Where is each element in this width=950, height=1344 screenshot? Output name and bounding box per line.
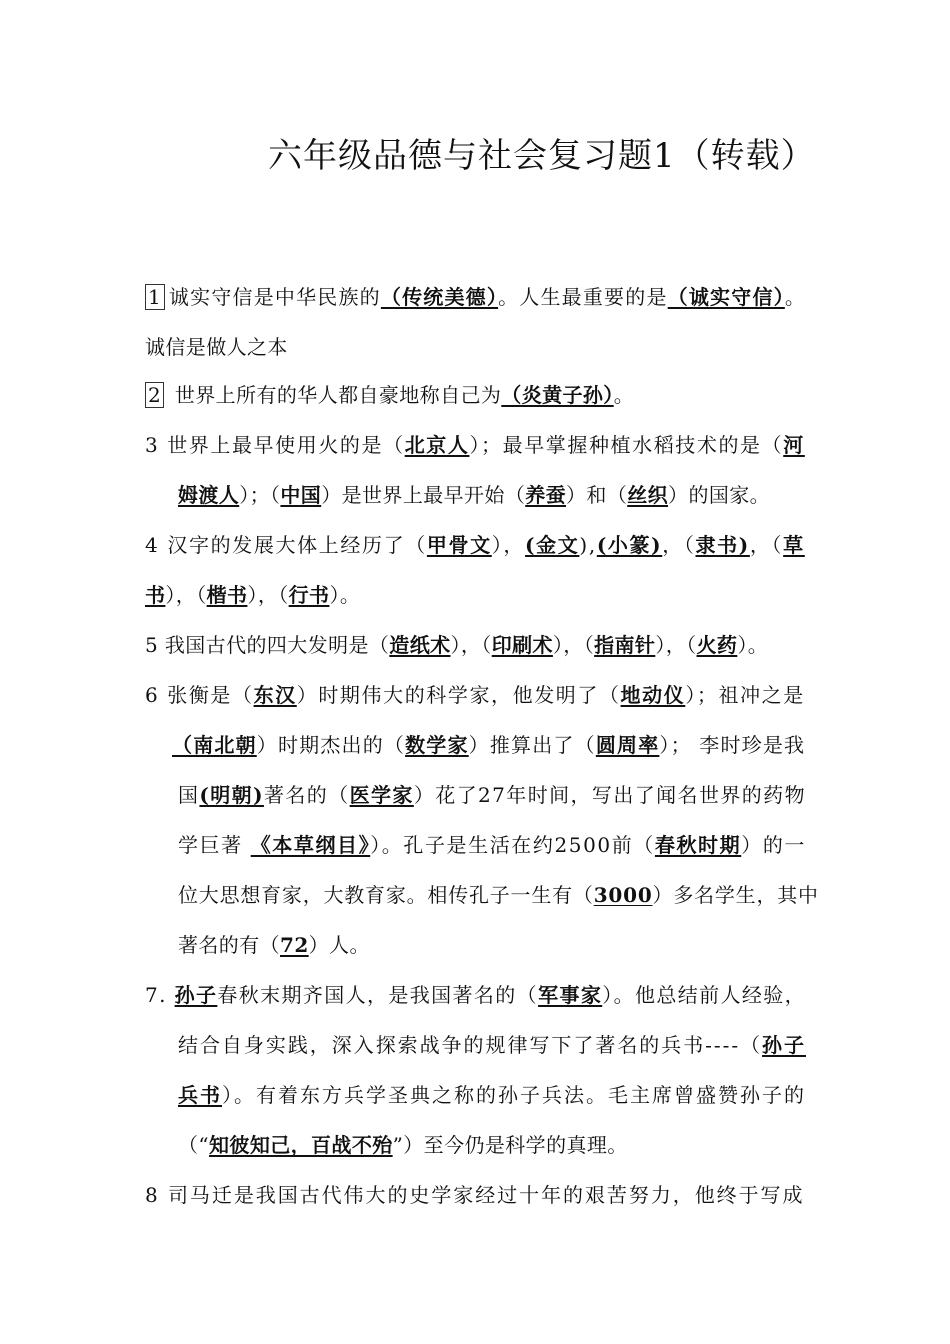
- text-line: [145, 333, 288, 361]
- answer-blank: 草: [783, 533, 805, 557]
- answer-blank: 3000: [593, 883, 653, 907]
- text-line: [145, 283, 806, 311]
- text-line: [178, 881, 819, 909]
- text-line: [145, 631, 768, 659]
- answer-blank: (小篆): [596, 533, 663, 557]
- text-segment: 学巨著: [178, 833, 251, 857]
- answer-blank: 造纸术: [389, 633, 451, 657]
- answer-blank: 军事家: [538, 983, 603, 1007]
- text-segment: ）的一: [741, 833, 806, 857]
- text-line: [178, 481, 770, 509]
- text-segment: ），（: [655, 633, 697, 657]
- answer-blank: 书: [145, 583, 166, 607]
- answer-blank: 知彼知己，百战不殆: [209, 1133, 393, 1157]
- answer-blank: （炎黄子孙）: [501, 383, 614, 407]
- answer-blank: 养蚕: [525, 483, 567, 507]
- answer-blank: 指南针: [594, 633, 656, 657]
- answer-blank: (金文: [525, 533, 580, 557]
- question-number: 1: [145, 284, 165, 310]
- text-segment: ），: [491, 533, 526, 557]
- answer-blank: 孙子: [762, 1033, 806, 1057]
- text-segment: 诚实守信是中华民族的: [168, 285, 381, 309]
- text-segment: （“: [178, 1133, 210, 1157]
- text-line: [145, 1181, 804, 1209]
- answer-blank: 中国: [280, 483, 322, 507]
- text-segment: ）是世界上最早开始（: [321, 483, 526, 507]
- text-segment: ）时期伟大的科学家，他发明了（: [296, 683, 621, 707]
- text-segment: ）； 李时珍是我: [659, 733, 806, 757]
- answer-blank: （南北朝: [172, 733, 257, 757]
- text-segment: ，（: [749, 533, 784, 557]
- text-segment: ），（: [450, 633, 492, 657]
- text-line: [178, 781, 806, 809]
- text-segment: ）；（: [239, 483, 281, 507]
- text-segment: 春秋末期齐国人，是我国著名的（: [217, 983, 539, 1007]
- text-segment: ）和（: [566, 483, 628, 507]
- text-segment: ，（: [662, 533, 696, 557]
- document-title: 六年级品德与社会复习题1（转载）: [268, 136, 816, 176]
- text-line: [178, 1081, 806, 1109]
- text-line: [178, 1131, 628, 1159]
- text-line: [145, 681, 805, 709]
- text-line: [145, 381, 634, 409]
- question-number: 2: [145, 382, 164, 408]
- text-segment: 。人生最重要的是: [498, 285, 668, 309]
- text-segment: 8 司马迁是我国古代伟大的史学家经过十年的艰苦努力，他终于写成: [145, 1183, 805, 1207]
- answer-blank: (明朝): [199, 783, 264, 807]
- answer-blank: 行书: [288, 583, 330, 607]
- text-segment: ）多名学生，其中: [652, 883, 819, 907]
- text-segment: ）。孔子是生活在约2500前（: [370, 833, 655, 857]
- text-segment: 位大思想育家，大教育家。相传孔子一生有（: [178, 883, 594, 907]
- answer-blank: （诚实守信）: [667, 285, 785, 309]
- text-segment: ）；最早掌握种植水稻技术的是（: [469, 433, 784, 457]
- answer-blank: 圆周率: [595, 733, 660, 757]
- text-segment: 。: [613, 383, 635, 407]
- answer-blank: 春秋时期: [654, 833, 742, 857]
- answer-blank: 河: [783, 433, 805, 457]
- text-segment: ）人。: [308, 933, 370, 957]
- text-segment: 诚信是做人之本: [145, 335, 288, 359]
- text-segment: ）；祖冲之是: [685, 683, 805, 707]
- answer-blank: 东汉: [253, 683, 297, 707]
- answer-blank: 医学家: [349, 783, 414, 807]
- text-segment: ），（: [247, 583, 289, 607]
- answer-blank: 楷书: [206, 583, 248, 607]
- text-line: [145, 431, 805, 459]
- text-segment: 3 世界上最早使用火的是（: [145, 433, 405, 457]
- answer-blank: （传统美德）: [380, 285, 499, 309]
- text-line: [172, 731, 805, 759]
- text-segment: ）。他总结前人经验，: [602, 983, 807, 1007]
- answer-blank: 数学家: [405, 733, 469, 757]
- text-segment: 5 我国古代的四大发明是（: [145, 633, 390, 657]
- answer-blank: 北京人: [404, 433, 470, 457]
- answer-blank: 甲骨文: [426, 533, 492, 557]
- answer-blank: 丝织: [627, 483, 669, 507]
- text-segment: 。: [784, 285, 807, 309]
- text-line: [178, 1031, 806, 1059]
- text-line: [145, 981, 806, 1009]
- text-line: [145, 581, 360, 609]
- text-segment: ”）至今仍是科学的真理。: [392, 1133, 628, 1157]
- text-segment: ）花了27年时间，写出了闻名世界的药物: [413, 783, 806, 807]
- answer-blank: 地动仪: [620, 683, 686, 707]
- text-segment: 国: [178, 783, 200, 807]
- text-segment: ），（: [165, 583, 207, 607]
- answer-blank: 兵书: [178, 1083, 222, 1107]
- text-segment: ）的国家。: [668, 483, 771, 507]
- text-segment: ），（: [552, 633, 595, 657]
- text-line: [178, 931, 370, 959]
- text-segment: 6 张衡是（: [145, 683, 254, 707]
- text-segment: ）。: [737, 633, 769, 657]
- answer-blank: 孙子: [174, 983, 218, 1007]
- text-line: [178, 831, 806, 859]
- text-segment: 著名的（: [263, 783, 350, 807]
- text-segment: 7.: [145, 983, 175, 1007]
- answer-blank: 72: [280, 933, 309, 957]
- text-segment: ),: [579, 533, 597, 557]
- text-segment: ）。有着东方兵学圣典之称的孙子兵法。毛主席曾盛赞孙子的: [222, 1083, 806, 1107]
- text-segment: ）。: [329, 583, 361, 607]
- text-segment: 结合自身实践，深入探索战争的规律写下了著名的兵书----（: [178, 1033, 763, 1057]
- text-segment: ）时期杰出的（: [256, 733, 406, 757]
- text-segment: ）推算出了（: [468, 733, 596, 757]
- answer-blank: 姆渡人: [178, 483, 240, 507]
- text-segment: 4 汉字的发展大体上经历了（: [145, 533, 427, 557]
- answer-blank: 火药: [696, 633, 738, 657]
- text-segment: 著名的有（: [178, 933, 280, 957]
- answer-blank: 印刷术: [491, 633, 553, 657]
- answer-blank: 隶书): [695, 533, 750, 557]
- text-segment: 世界上所有的华人都自豪地称自己为: [168, 383, 502, 407]
- text-line: [145, 531, 805, 559]
- answer-blank: 《本草纲目》: [250, 833, 371, 857]
